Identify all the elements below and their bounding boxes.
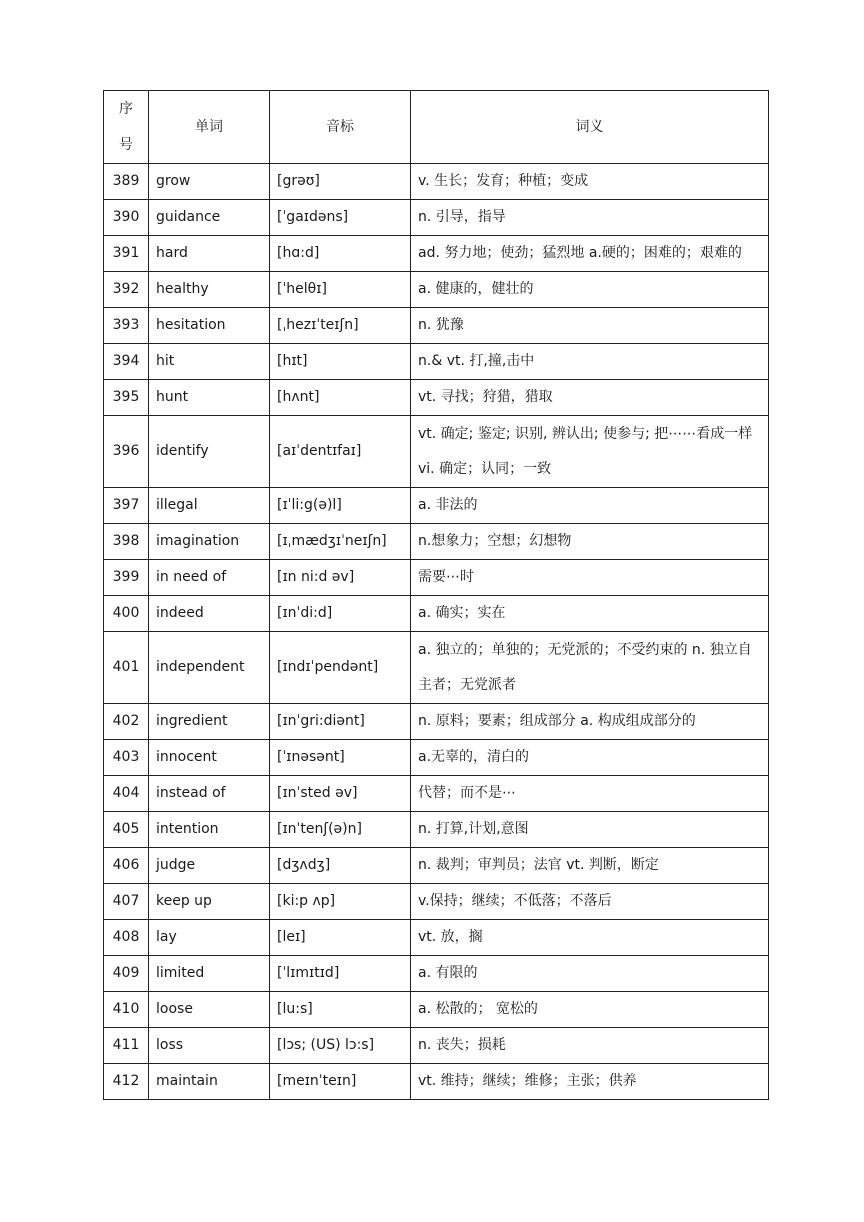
row-word: hit — [149, 344, 270, 380]
row-phonetic: [ɪˌmædʒɪˈneɪʃn] — [270, 524, 411, 560]
table-row — [104, 812, 769, 848]
row-phonetic: [ɪnˈdi:d] — [270, 596, 411, 632]
row-word: guidance — [149, 200, 270, 236]
row-meaning: n. 裁判；审判员；法官 vt. 判断，断定 — [411, 848, 769, 884]
row-meaning: vt. 寻找；狩猎，猎取 — [411, 380, 769, 416]
row-meaning: n. 原料；要素；组成部分 a. 构成组成部分的 — [411, 704, 769, 740]
row-meaning: ad. 努力地；使劲；猛烈地 a.硬的；困难的；艰难的 — [411, 236, 769, 272]
row-meaning: a. 非法的 — [411, 488, 769, 524]
row-phonetic: [ɪndɪˈpendənt] — [270, 632, 411, 704]
table-row — [104, 596, 769, 632]
row-word: in need of — [149, 560, 270, 596]
table-row — [104, 488, 769, 524]
row-word: limited — [149, 956, 270, 992]
row-phonetic: [ˌhezɪˈteɪʃn] — [270, 308, 411, 344]
row-phonetic: [ˈlɪmɪtɪd] — [270, 956, 411, 992]
row-word: independent — [149, 632, 270, 704]
table-row — [104, 344, 769, 380]
table-row — [104, 956, 769, 992]
row-phonetic: [ɪnˈgri:diənt] — [270, 704, 411, 740]
header-number: 序号 — [104, 91, 149, 164]
table-row — [104, 992, 769, 1028]
row-meaning: vt. 确定; 鉴定; 识别, 辨认出; 使参与; 把⋯⋯看成一样 vi. 确定；认同；一致 — [411, 416, 769, 488]
row-number: 403 — [104, 740, 149, 776]
row-phonetic: [lɔs; (US) lɔ:s] — [270, 1028, 411, 1064]
row-meaning: vt. 放，搁 — [411, 920, 769, 956]
row-word: intention — [149, 812, 270, 848]
table-row — [104, 524, 769, 560]
row-meaning: a. 独立的；单独的；无党派的；不受约束的 n. 独立自主者；无党派者 — [411, 632, 769, 704]
row-phonetic: [lu:s] — [270, 992, 411, 1028]
table-row — [104, 920, 769, 956]
row-meaning: n.想象力；空想；幻想物 — [411, 524, 769, 560]
row-phonetic: [dʒʌdʒ] — [270, 848, 411, 884]
row-number: 401 — [104, 632, 149, 704]
row-meaning: a. 松散的； 宽松的 — [411, 992, 769, 1028]
row-phonetic: [hɪt] — [270, 344, 411, 380]
row-phonetic: [ɪnˈsted əv] — [270, 776, 411, 812]
row-word: lay — [149, 920, 270, 956]
row-number: 408 — [104, 920, 149, 956]
row-phonetic: [aɪˈdentɪfaɪ] — [270, 416, 411, 488]
header-word: 单词 — [149, 91, 270, 164]
row-phonetic: [ˈɪnəsənt] — [270, 740, 411, 776]
row-number: 399 — [104, 560, 149, 596]
row-word: hesitation — [149, 308, 270, 344]
row-word: judge — [149, 848, 270, 884]
row-meaning: a.无辜的，清白的 — [411, 740, 769, 776]
row-phonetic: [ˈgaɪdəns] — [270, 200, 411, 236]
row-number: 402 — [104, 704, 149, 740]
row-meaning: n. 丧失；损耗 — [411, 1028, 769, 1064]
row-word: indeed — [149, 596, 270, 632]
table-row — [104, 632, 769, 704]
row-meaning: v. 生长；发育；种植；变成 — [411, 164, 769, 200]
header-meaning: 词义 — [411, 91, 769, 164]
row-meaning: a. 有限的 — [411, 956, 769, 992]
row-word: loose — [149, 992, 270, 1028]
row-meaning: a. 确实；实在 — [411, 596, 769, 632]
row-phonetic: [leɪ] — [270, 920, 411, 956]
row-word: identify — [149, 416, 270, 488]
table-row — [104, 272, 769, 308]
row-phonetic: [meɪnˈteɪn] — [270, 1064, 411, 1100]
table-row — [104, 704, 769, 740]
row-word: keep up — [149, 884, 270, 920]
row-number: 411 — [104, 1028, 149, 1064]
vocabulary-table — [103, 90, 769, 1100]
table-row — [104, 884, 769, 920]
row-number: 394 — [104, 344, 149, 380]
row-phonetic: [ˈhelθɪ] — [270, 272, 411, 308]
table-row — [104, 1064, 769, 1100]
row-number: 396 — [104, 416, 149, 488]
row-word: instead of — [149, 776, 270, 812]
row-meaning: a. 健康的，健壮的 — [411, 272, 769, 308]
row-number: 389 — [104, 164, 149, 200]
row-phonetic: [ɪˈli:g(ə)l] — [270, 488, 411, 524]
table-row — [104, 416, 769, 488]
row-meaning: n. 犹豫 — [411, 308, 769, 344]
row-word: grow — [149, 164, 270, 200]
row-phonetic: [ki:p ʌp] — [270, 884, 411, 920]
row-word: healthy — [149, 272, 270, 308]
row-number: 393 — [104, 308, 149, 344]
row-word: hard — [149, 236, 270, 272]
header-phonetic: 音标 — [270, 91, 411, 164]
row-number: 409 — [104, 956, 149, 992]
row-number: 410 — [104, 992, 149, 1028]
table-row — [104, 560, 769, 596]
table-row — [104, 740, 769, 776]
row-phonetic: [grəʊ] — [270, 164, 411, 200]
row-number: 406 — [104, 848, 149, 884]
row-number: 395 — [104, 380, 149, 416]
table-row — [104, 1028, 769, 1064]
row-number: 400 — [104, 596, 149, 632]
table-row — [104, 380, 769, 416]
row-number: 397 — [104, 488, 149, 524]
row-number: 404 — [104, 776, 149, 812]
row-word: innocent — [149, 740, 270, 776]
row-phonetic: [ɪn ni:d əv] — [270, 560, 411, 596]
row-phonetic: [hʌnt] — [270, 380, 411, 416]
row-word: loss — [149, 1028, 270, 1064]
row-number: 407 — [104, 884, 149, 920]
row-number: 398 — [104, 524, 149, 560]
row-word: ingredient — [149, 704, 270, 740]
row-meaning: 代替；而不是⋯ — [411, 776, 769, 812]
table-row — [104, 308, 769, 344]
row-meaning: vt. 维持；继续；维修；主张；供养 — [411, 1064, 769, 1100]
table-row — [104, 236, 769, 272]
row-number: 405 — [104, 812, 149, 848]
row-phonetic: [ɪnˈtenʃ(ə)n] — [270, 812, 411, 848]
row-word: maintain — [149, 1064, 270, 1100]
table-row — [104, 848, 769, 884]
row-meaning: n.& vt. 打,撞,击中 — [411, 344, 769, 380]
row-number: 412 — [104, 1064, 149, 1100]
row-number: 390 — [104, 200, 149, 236]
row-meaning: n. 引导，指导 — [411, 200, 769, 236]
row-word: imagination — [149, 524, 270, 560]
row-number: 391 — [104, 236, 149, 272]
row-meaning: 需要⋯时 — [411, 560, 769, 596]
row-meaning: n. 打算,计划,意图 — [411, 812, 769, 848]
row-word: illegal — [149, 488, 270, 524]
table-row — [104, 164, 769, 200]
table-row — [104, 776, 769, 812]
table-body — [104, 164, 769, 1100]
row-meaning: v.保持；继续；不低落；不落后 — [411, 884, 769, 920]
table-row — [104, 200, 769, 236]
table-header-row — [104, 91, 769, 164]
row-word: hunt — [149, 380, 270, 416]
row-phonetic: [hɑ:d] — [270, 236, 411, 272]
row-number: 392 — [104, 272, 149, 308]
